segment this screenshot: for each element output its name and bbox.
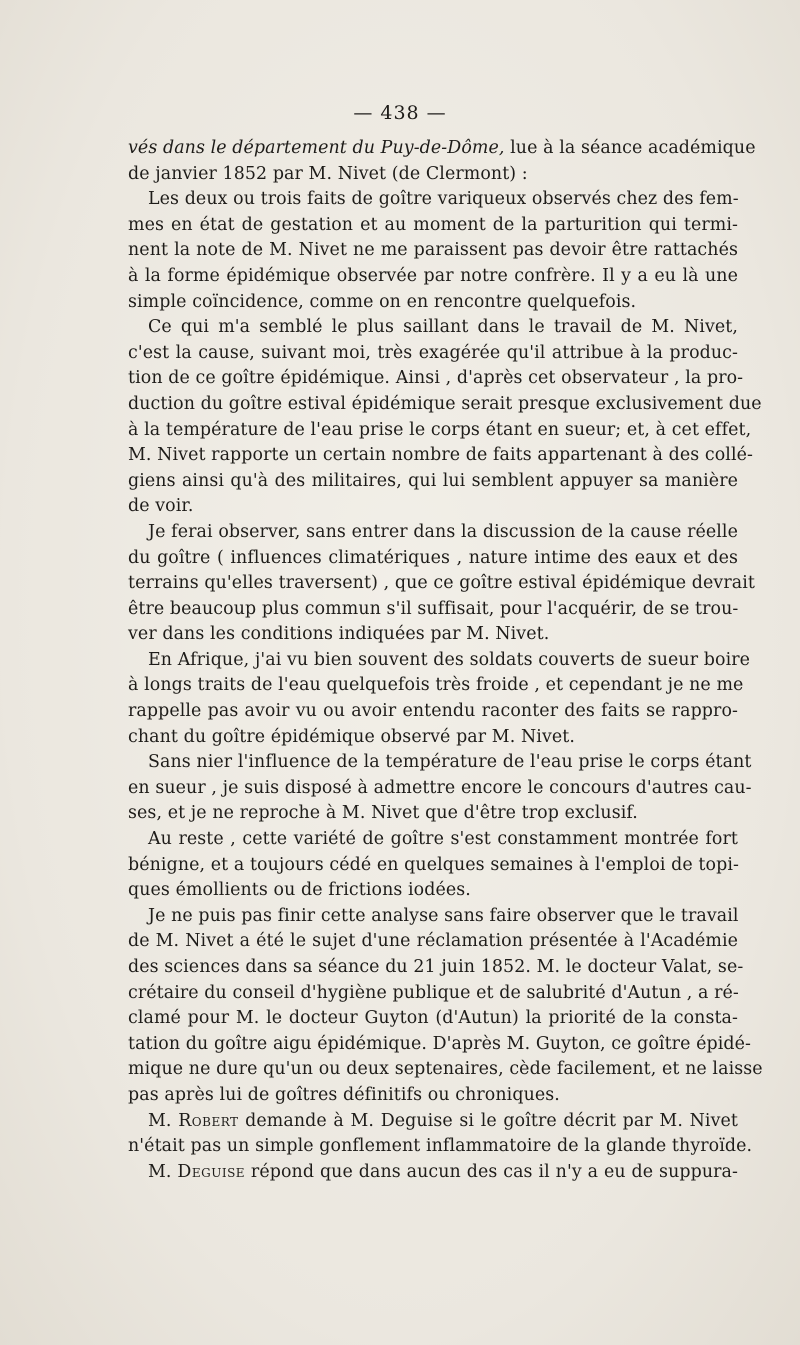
text-line bbox=[128, 750, 752, 776]
text-run: mique ne dure qu'un ou deux septenaires, cède facilement, et ne laisse bbox=[128, 1059, 763, 1080]
text-line bbox=[128, 520, 738, 546]
text-line bbox=[128, 238, 738, 264]
text-run: simple coïncidence, comme on en rencontre quelquefois. bbox=[128, 291, 637, 312]
text-run: de janvier 1852 par M. Nivet (de Clermont) : bbox=[128, 163, 528, 184]
text-run: duction du goître estival épidémique serait presque exclusivement due bbox=[128, 393, 762, 414]
text-line bbox=[128, 1006, 738, 1032]
text-line bbox=[128, 443, 753, 469]
text-run: ver dans les conditions indiquées par M. Nivet. bbox=[128, 624, 550, 645]
text-line bbox=[128, 1134, 753, 1160]
text-run: ques émollients ou de frictions iodées. bbox=[128, 880, 471, 901]
text-run: être beaucoup plus commun s'il suffisait, pour l'acquérir, de se trou- bbox=[128, 598, 739, 619]
text-line bbox=[128, 1083, 738, 1109]
text-line bbox=[128, 162, 738, 188]
text-line bbox=[128, 571, 755, 597]
text-line bbox=[128, 648, 751, 674]
text-run: à longs traits de l'eau quelquefois très froide , et cependant je ne me bbox=[128, 675, 744, 696]
text-run: giens ainsi qu'à des militaires, qui lui semblent appuyer sa manière bbox=[128, 470, 738, 491]
text-line bbox=[128, 1160, 738, 1186]
text-line bbox=[128, 341, 738, 367]
text-run: à la forme épidémique observée par notre confrère. Il y a eu là une bbox=[128, 265, 738, 286]
text-line bbox=[128, 546, 738, 572]
text-line bbox=[128, 853, 738, 879]
text-run: tion de ce goître épidémique. Ainsi , d'après cet observateur , la pro- bbox=[128, 368, 744, 389]
text-run: tation du goître aigu épidémique. D'après M. Guyton, ce goître épidé- bbox=[128, 1033, 751, 1054]
text-run: Deguise bbox=[177, 1161, 246, 1182]
text-run: chant du goître épidémique observé par M. Nivet. bbox=[128, 726, 575, 747]
text-line bbox=[128, 699, 738, 725]
text-line bbox=[128, 187, 738, 213]
text-run: Robert bbox=[178, 1110, 239, 1131]
text-line bbox=[128, 622, 738, 648]
text-line bbox=[128, 597, 738, 623]
text-line bbox=[128, 290, 738, 316]
text-run: nent la note de M. Nivet ne me paraissent pas devoir être rattachés bbox=[128, 240, 738, 261]
text-line bbox=[128, 801, 738, 827]
text-run: des sciences dans sa séance du 21 juin 1852. M. le docteur Valat, se- bbox=[128, 957, 744, 977]
text-run: bénigne, et a toujours cédé en quelques semaines à l'emploi de topi- bbox=[128, 854, 739, 875]
text-line bbox=[128, 904, 738, 930]
text-run: M. Nivet rapporte un certain nombre de faits appartenant à des collé- bbox=[128, 445, 753, 466]
text-line bbox=[128, 418, 752, 444]
text-run: M. bbox=[148, 1161, 178, 1182]
text-line bbox=[128, 827, 738, 853]
text-line bbox=[128, 1109, 738, 1135]
text-run: M. bbox=[148, 1110, 179, 1131]
text-run: à la température de l'eau prise le corps étant en sueur; et, à cet effet, bbox=[128, 419, 752, 440]
text-run: pas après lui de goîtres définitifs ou chroniques. bbox=[128, 1084, 560, 1105]
text-run: Je ne puis pas finir cette analyse sans faire observer que le travail bbox=[148, 905, 739, 926]
text-run: Au reste , cette variété de goître s'est constamment montrée fort bbox=[148, 829, 738, 850]
text-run: demande à M. Deguise si le goître décrit par M. Nivet bbox=[238, 1110, 738, 1131]
text-run: c'est la cause, suivant moi, très exagérée qu'il attribue à la produc- bbox=[128, 342, 738, 363]
text-run: Les deux ou trois faits de goître variqueux observés chez des fem- bbox=[148, 189, 739, 210]
text-line bbox=[128, 136, 756, 162]
text-run: rappelle pas avoir vu ou avoir entendu raconter des faits se rappro- bbox=[128, 701, 738, 722]
text-line bbox=[128, 315, 738, 341]
text-run: Je ferai observer, sans entrer dans la discussion de la cause réelle bbox=[148, 521, 738, 542]
text-run: lue à la séance académique bbox=[504, 138, 756, 158]
text-run: de M. Nivet a été le sujet d'une réclamation présentée à l'Académie bbox=[128, 931, 738, 952]
text-line bbox=[128, 1057, 763, 1083]
text-run: clamé pour M. le docteur Guyton (d'Autun) la priorité de la consta- bbox=[128, 1008, 738, 1029]
text-line bbox=[128, 366, 744, 392]
text-run: Sans nier l'influence de la température de l'eau prise le corps étant bbox=[148, 752, 752, 773]
text-line bbox=[128, 955, 744, 981]
text-line bbox=[128, 673, 744, 699]
text-run: du goître ( influences climatériques , nature intime des eaux et des bbox=[128, 547, 738, 568]
text-run: terrains qu'elles traversent) , que ce goître estival épidémique devrait bbox=[128, 573, 755, 594]
text-line bbox=[128, 392, 762, 418]
text-run: répond que dans aucun des cas il n'y a eu de suppura- bbox=[245, 1161, 738, 1182]
text-line bbox=[128, 469, 738, 495]
text-run: de voir. bbox=[128, 496, 194, 517]
text-line bbox=[128, 213, 738, 239]
text-run: n'était pas un simple gonflement inflammatoire de la glande thyroïde. bbox=[128, 1136, 753, 1157]
text-line bbox=[128, 1032, 751, 1058]
text-run: mes en état de gestation et au moment de la parturition qui termi- bbox=[128, 214, 738, 235]
text-line bbox=[128, 878, 738, 904]
text-line bbox=[128, 725, 738, 751]
text-run: vés dans le département du Puy-de-Dôme, bbox=[128, 138, 505, 158]
text-run: En Afrique, j'ai vu bien souvent des soldats couverts de sueur boire bbox=[148, 649, 751, 670]
text-line bbox=[128, 929, 738, 955]
text-run: ses, et je ne reproche à M. Nivet que d'être trop exclusif. bbox=[128, 803, 638, 824]
text-run: crétaire du conseil d'hygiène publique et de salubrité d'Autun , a ré- bbox=[128, 982, 739, 1003]
page-number: — 438 — bbox=[353, 102, 447, 124]
text-line bbox=[128, 494, 738, 520]
text-line bbox=[128, 776, 752, 802]
text-run: Ce qui m'a semblé le plus saillant dans le travail de M. Nivet, bbox=[148, 317, 738, 338]
text-run: en sueur , je suis disposé à admettre encore le concours d'autres cau- bbox=[128, 777, 752, 798]
text-body bbox=[128, 136, 763, 1185]
text-line bbox=[128, 981, 738, 1007]
text-line bbox=[128, 264, 738, 290]
